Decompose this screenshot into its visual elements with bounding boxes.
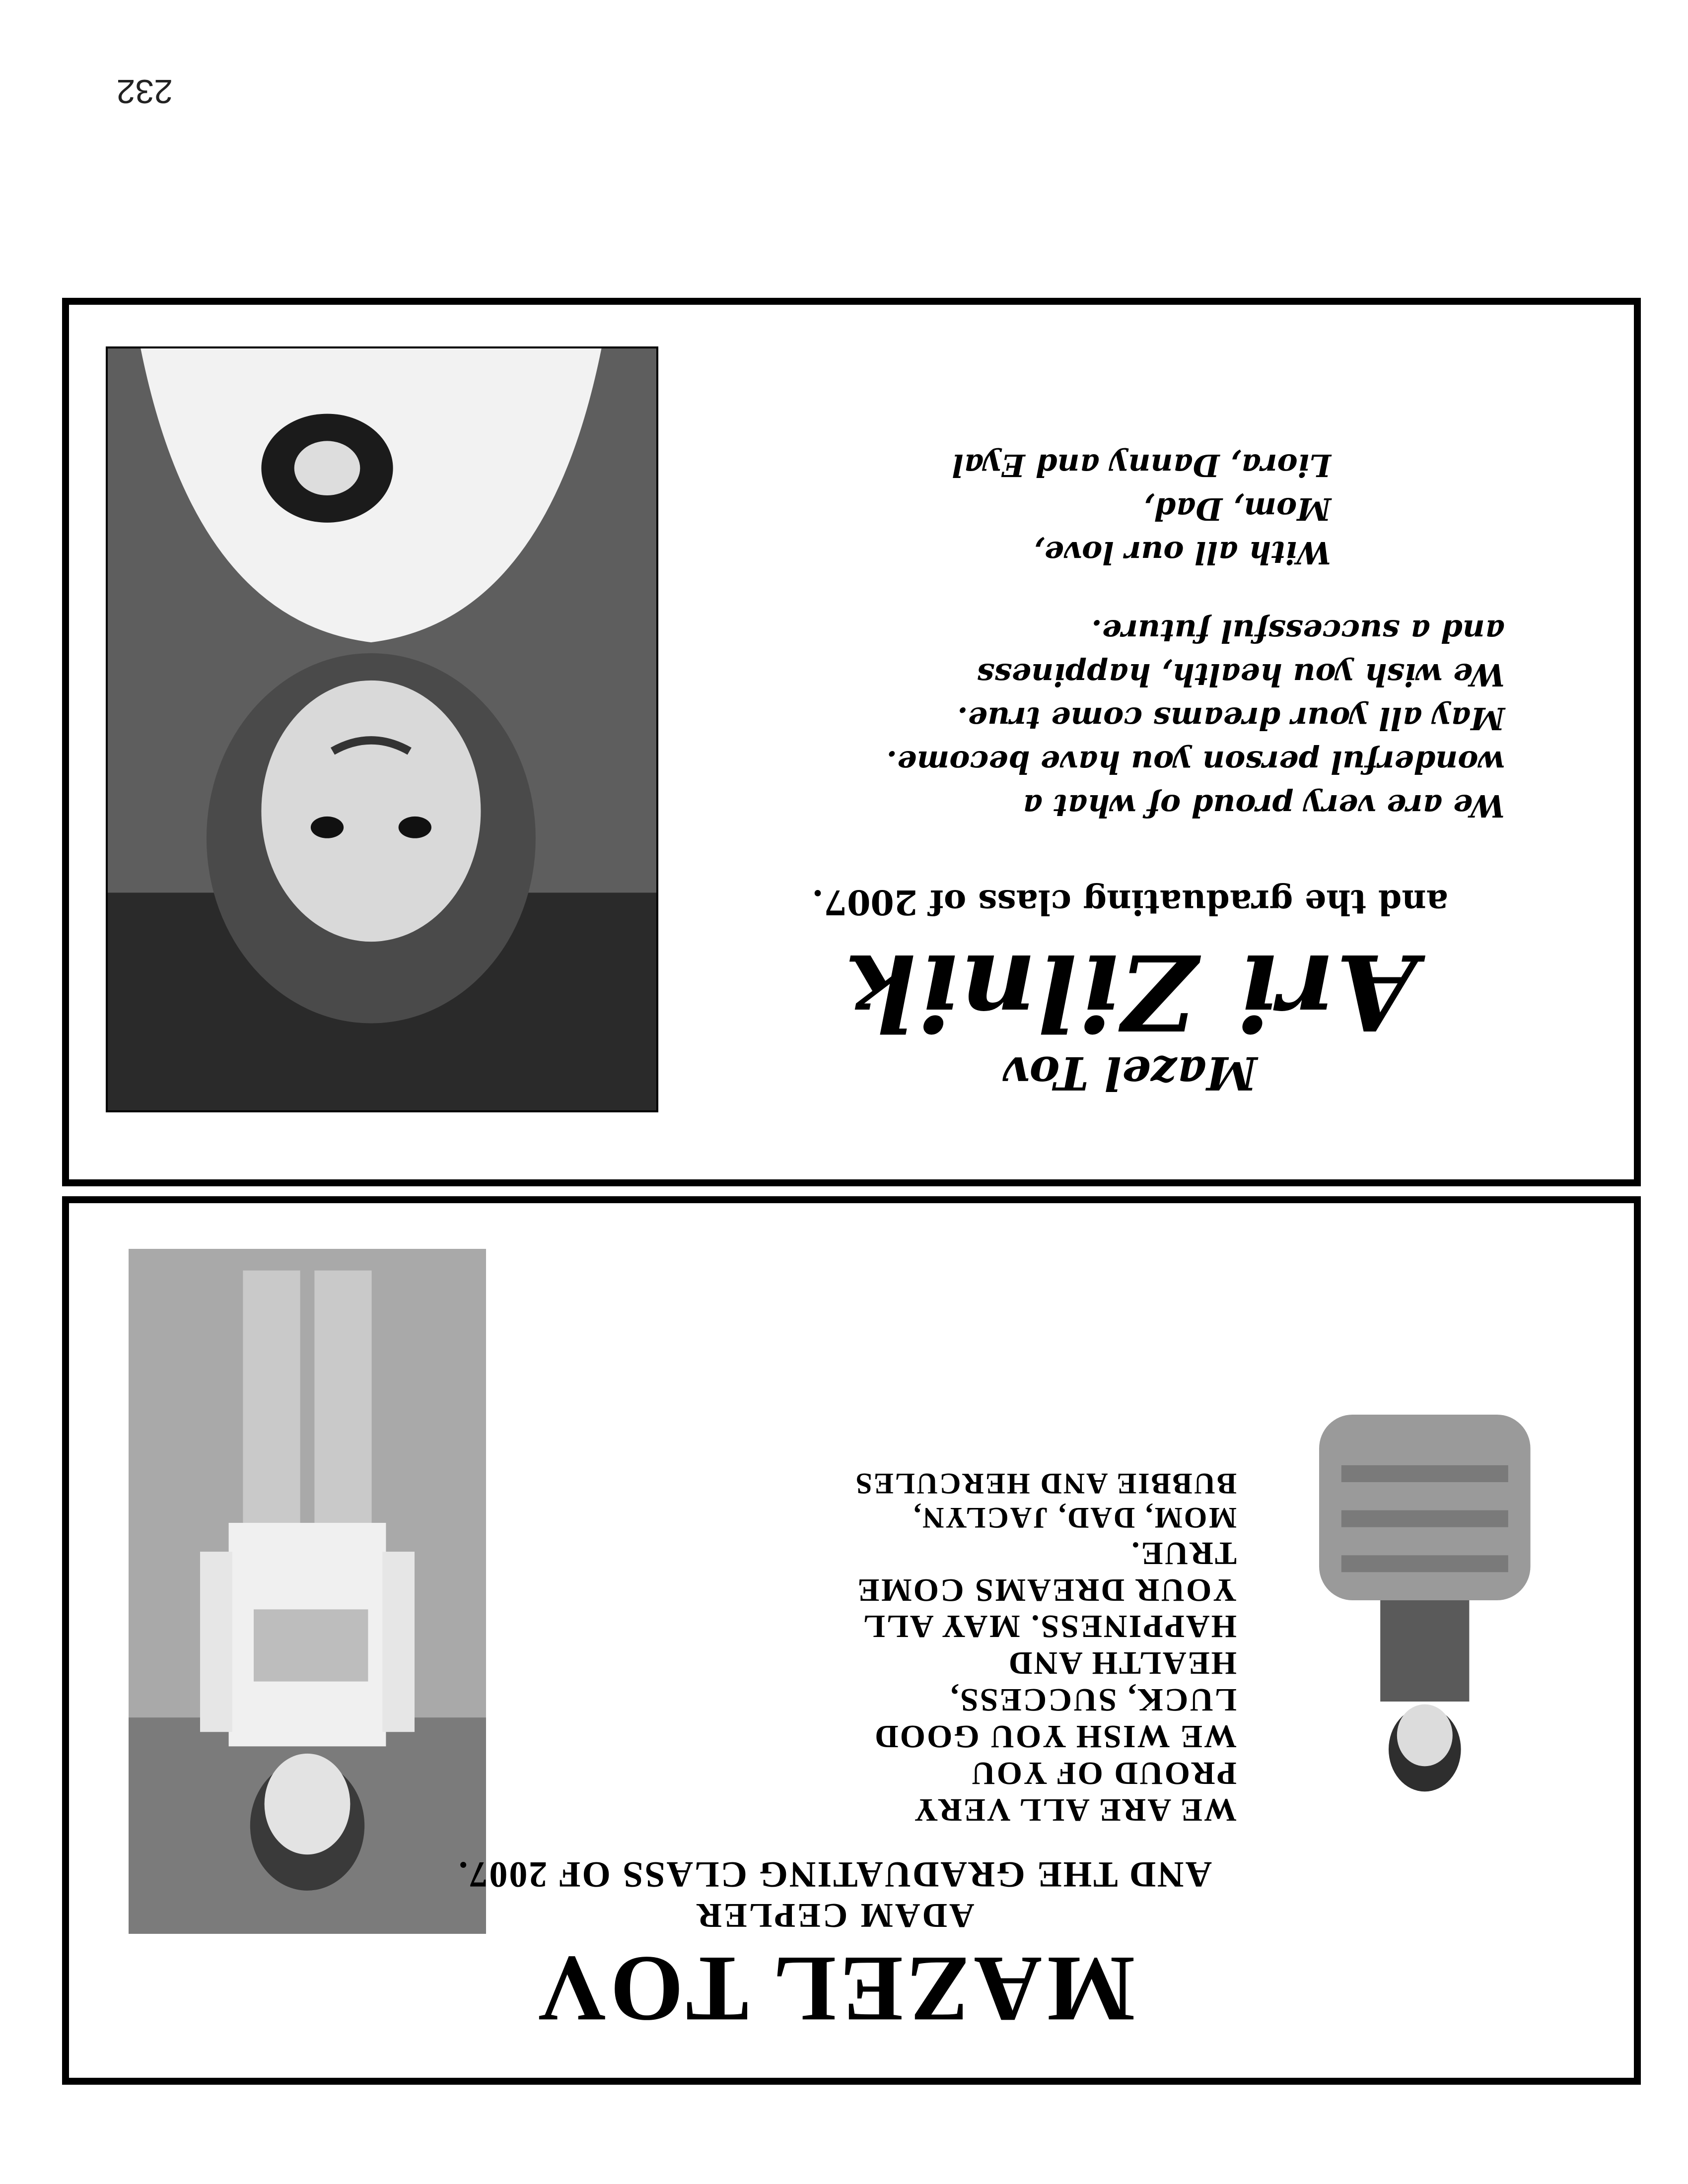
adam-graduate-name: ADAM CEPLER [695, 1896, 975, 1934]
ari-message [671, 609, 1589, 827]
adam-signature [413, 1466, 1257, 1535]
ari-signature-line: With all our love, [1034, 535, 1331, 571]
adam-class-line: AND THE GRADUATING CLASS OF 2007. [457, 1854, 1212, 1895]
ari-message-line: We wish you health, happiness [977, 657, 1505, 693]
adam-message-line: WE WISH YOU GOOD [873, 1718, 1237, 1755]
adam-child-photo [1291, 1398, 1569, 1820]
ari-zilnik-ad [62, 298, 1641, 1186]
adam-mazel-tov: MAZEL TOV [534, 1937, 1135, 2041]
adam-ad-text [413, 1466, 1257, 2043]
adam-signature-line: BUBBIE AND HERCULES [854, 1467, 1237, 1500]
adam-message-line: LUCK, SUCCESS, [949, 1682, 1237, 1718]
adam-cepler-ad [62, 1196, 1641, 2085]
adam-message-line: YOUR DREAMS COME [856, 1571, 1237, 1608]
ari-signature-line: Mom, Dad, [1143, 491, 1331, 528]
adam-signature-line: MOM, DAD, JACLYN, [912, 1501, 1237, 1534]
adam-message-line: WE ARE ALL VERY [913, 1792, 1237, 1828]
adam-message-line: HAPPINESS. MAY ALL [861, 1608, 1237, 1645]
ari-mazel-tov: Mazel Tov [1003, 1046, 1257, 1100]
adam-message-line: HEALTH AND [1007, 1645, 1237, 1682]
ari-portrait-photo [106, 346, 658, 1112]
ari-signature [671, 443, 1589, 574]
adam-message [413, 1535, 1257, 1828]
adam-message-line: PROUD OF YOU [970, 1755, 1237, 1792]
ari-message-line: and a successful future. [1091, 613, 1505, 650]
ari-message-line: We are very proud of what a [1022, 788, 1505, 824]
ari-class-line: and the graduating class of 2007. [812, 882, 1448, 922]
ari-ad-text [671, 443, 1589, 1120]
ari-graduate-name: Ari Zilnik [843, 931, 1417, 1053]
ari-message-line: wonderful person you have become. [886, 744, 1505, 781]
page-number: 232 [116, 72, 173, 110]
ari-message-line: May all your dreams come true. [957, 700, 1505, 737]
adam-message-line: TRUE. [1130, 1535, 1237, 1571]
ari-signature-line: Liora, Danny and Eyal [952, 447, 1331, 484]
